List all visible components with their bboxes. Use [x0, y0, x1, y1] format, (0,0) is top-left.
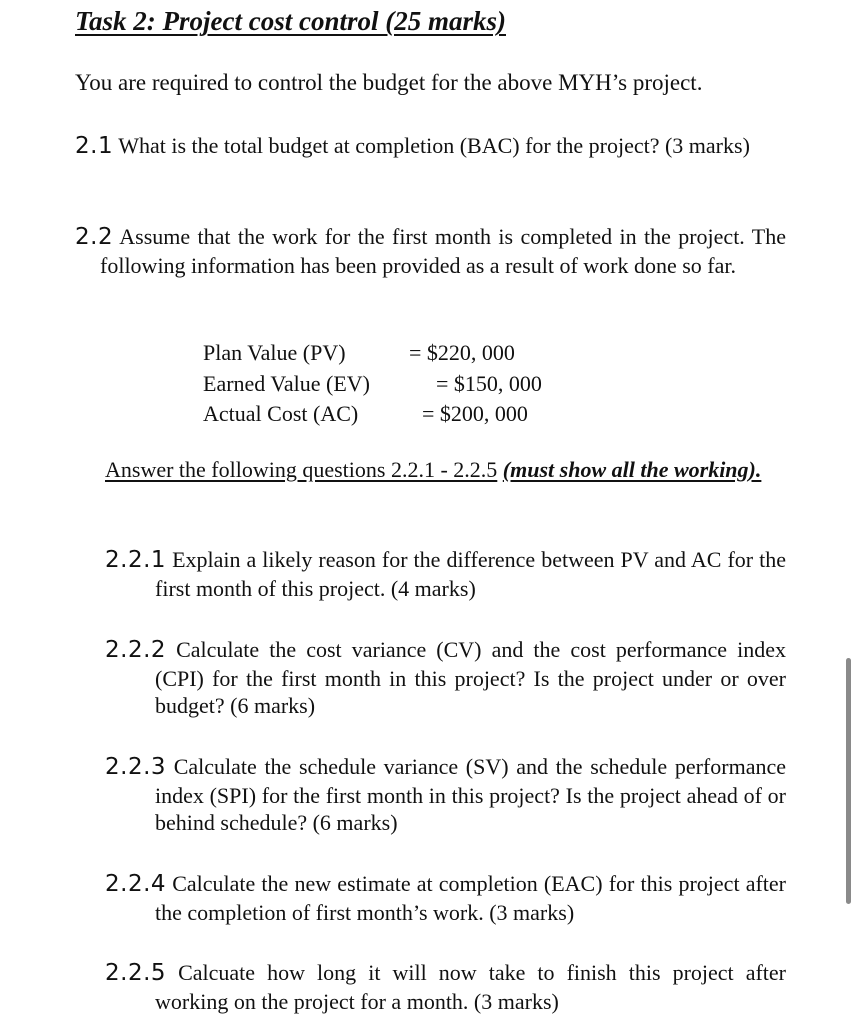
- question-text: Calcuate how long it will now take to finish this project after working on the project for a month. (3 marks): [155, 960, 787, 1014]
- question-2-1: [75, 132, 786, 161]
- question-2-2: [75, 223, 786, 279]
- question-2-2-5: [105, 959, 786, 1015]
- question-number: 2.2.1: [105, 547, 167, 573]
- value-amount: = $150, 000: [436, 370, 542, 396]
- question-2-2-4: [105, 870, 786, 926]
- value-amount: = $220, 000: [409, 340, 515, 365]
- intro-text: You are required to control the budget for the above MYH’s project.: [75, 70, 703, 95]
- answer-instructions: [75, 456, 786, 484]
- question-number: 2.1: [75, 133, 114, 159]
- question-number: 2.2.4: [105, 871, 167, 897]
- value-label: Actual Cost (AC): [203, 401, 359, 426]
- question-number: 2.2: [75, 224, 114, 250]
- question-2-2-2: [105, 636, 786, 720]
- question-text: What is the total budget at completion (BAC) for the project? (3 marks): [118, 133, 750, 158]
- question-text: Calculate the cost variance (CV) and the cost performance index (CPI) for the first month in this project? Is the project under or over budget? (6 marks): [155, 637, 787, 718]
- value-label: Plan Value (PV): [203, 340, 346, 365]
- question-text: Calculate the new estimate at completion (EAC) for this project after the completion of first month’s work. (3 marks): [155, 871, 787, 925]
- question-number: 2.2.3: [105, 754, 167, 780]
- task-title: Task 2: Project cost control (25 marks): [75, 6, 506, 36]
- question-number: 2.2.2: [105, 637, 167, 663]
- question-number: 2.2.5: [105, 960, 167, 986]
- question-text: Explain a likely reason for the difference between PV and AC for the first month of this project. (4 marks): [155, 547, 787, 601]
- question-2-2-3: [105, 753, 786, 837]
- vertical-scrollbar[interactable]: [846, 658, 851, 904]
- value-amount: = $200, 000: [422, 401, 528, 426]
- value-label: Earned Value (EV): [203, 370, 370, 396]
- question-text: Assume that the work for the first month is completed in the project. The following information has been provided as a result of work done so far.: [100, 224, 786, 278]
- question-2-2-1: [105, 546, 786, 602]
- instruction-emphasis: (must show all the working).: [502, 457, 762, 482]
- question-text: Calculate the schedule variance (SV) and the schedule performance index (SPI) for the first month in this project? Is the project ahead of or behind schedule? (6 marks): [155, 754, 786, 835]
- instruction-text: Answer the following questions 2.2.1 - 2.2.5: [105, 457, 498, 482]
